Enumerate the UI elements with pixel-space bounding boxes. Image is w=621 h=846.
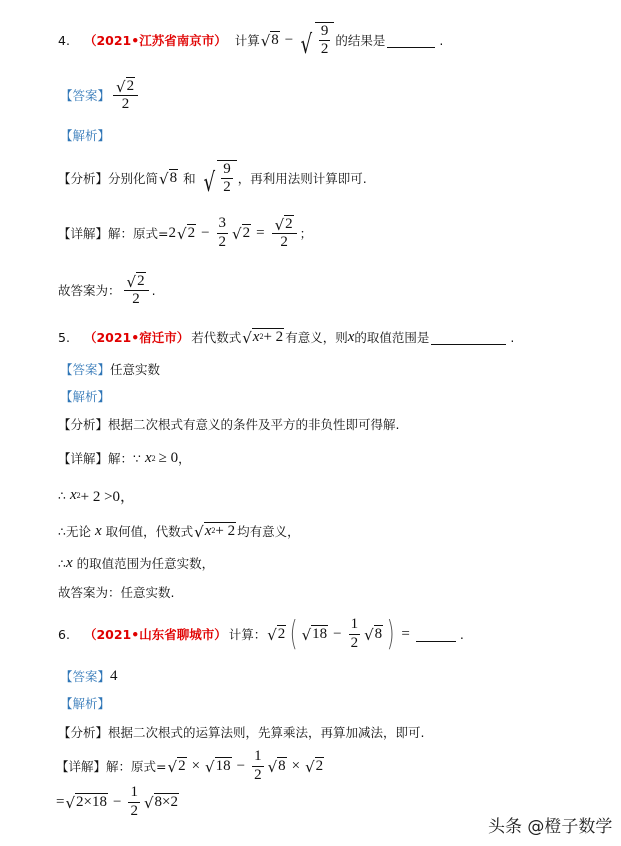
watermark: 头条 @橙子数学: [488, 817, 613, 837]
period: .: [439, 32, 444, 48]
text: 故答案为：: [58, 283, 121, 298]
answer-blank: [416, 627, 456, 642]
denominator: 2: [132, 290, 140, 307]
denominator: 2: [121, 95, 130, 112]
minus: −: [113, 793, 122, 810]
times: ×: [191, 757, 201, 774]
sqrt-expr: [194, 522, 236, 540]
fenxi-line: [58, 158, 367, 198]
left-paren: (: [289, 614, 298, 654]
period: .: [151, 282, 156, 298]
detail-line: [56, 746, 325, 786]
radicand: √ 2: [277, 626, 286, 643]
text: ，: [178, 451, 191, 466]
variable: x: [65, 554, 73, 571]
radicand: √ 2: [137, 273, 145, 290]
analysis-tag: 【解析】: [60, 696, 111, 711]
answer-blank: [431, 330, 506, 345]
variable: x: [144, 449, 152, 466]
radicand: √ 2: [178, 758, 186, 775]
radicand: √ 8: [278, 758, 286, 775]
denominator: 2: [320, 41, 329, 57]
question-source: （2021•山东省聊城市）: [83, 627, 227, 642]
question-source: （2021•江苏省南京市）: [83, 33, 227, 48]
text: 根据二次根式有意义的条件及平方的非负性即可得解.: [108, 417, 400, 432]
radicand: √ 2: [126, 78, 135, 95]
text: 分别化简: [108, 171, 159, 186]
times: ×: [291, 757, 301, 774]
text: 的取值范围为任意实数，: [76, 556, 215, 571]
fenxi-tag: 【分析】: [58, 417, 109, 432]
text: 取何值，代数式: [105, 524, 194, 539]
question-text: 计算：: [228, 627, 267, 642]
question-text: 有意义，则: [285, 330, 348, 345]
sqrt-expr: [159, 169, 178, 187]
right-paren: ): [386, 614, 395, 654]
analysis-tag: 【解析】: [60, 128, 111, 143]
therefore: ∴: [58, 487, 66, 503]
question-source: （2021•宿迁市）: [83, 330, 190, 345]
radicand: √ 8: [271, 32, 279, 49]
radicand: √ 18: [215, 758, 231, 775]
exponent: 2: [211, 526, 216, 536]
fraction: [217, 215, 229, 251]
text: 故答案为：任意实数.: [58, 585, 175, 600]
text: 解：∵: [108, 451, 141, 466]
sqrt-expr: [261, 31, 280, 49]
radicand: √ 2×18: [76, 794, 107, 811]
text: 和: [183, 171, 196, 186]
numerator: √ 9: [319, 23, 331, 41]
text: ，再利用法则计算即可.: [237, 171, 367, 186]
detail-line: [58, 438, 191, 478]
radicand: √ 2: [315, 758, 324, 775]
fenxi-tag: 【分析】: [58, 725, 109, 740]
radicand: √ 2: [242, 225, 251, 242]
final-answer-line: [58, 270, 156, 310]
equals: =: [56, 793, 65, 810]
sqrt-frac: [298, 22, 334, 59]
detail-tag: 【详解】: [58, 226, 109, 241]
exponent: 2: [259, 332, 264, 342]
therefore: ∴: [58, 555, 66, 571]
answer-tag: 【答案】: [60, 362, 111, 377]
radicand: √ 2: [187, 225, 196, 242]
variable: x: [94, 522, 102, 539]
denominator: 2: [350, 634, 359, 651]
variable: x: [347, 328, 355, 345]
variable: √ x: [204, 523, 212, 540]
fraction: [272, 215, 297, 251]
question-6: [58, 614, 464, 654]
fraction: [349, 616, 361, 652]
exponent: 2: [151, 453, 156, 463]
denominator: 2: [280, 233, 288, 250]
minus: −: [333, 625, 342, 642]
step-line: [56, 782, 180, 822]
question-number: 5.: [58, 329, 70, 345]
fraction: [124, 272, 149, 308]
question-number: 6.: [58, 626, 70, 642]
term: + 2: [215, 523, 236, 540]
equals: =: [401, 625, 410, 642]
question-text: 的结果是: [335, 33, 386, 48]
period: .: [459, 626, 464, 642]
numerator: √ 9: [221, 161, 233, 179]
text: 根据二次根式的运算法则，先算乘法，再算加减法，即可.: [108, 725, 425, 740]
sqrt-frac: [201, 160, 237, 197]
numerator: 1: [252, 748, 264, 766]
answer-line: [60, 75, 141, 115]
variable: √ x: [252, 329, 260, 346]
detail-tag: 【详解】: [56, 759, 107, 774]
final-answer-line: [58, 572, 174, 612]
text: 解：原式=: [108, 226, 169, 241]
answer-text: 4: [110, 667, 118, 684]
inequality: + 2 >0，: [80, 488, 136, 505]
minus: −: [201, 224, 210, 241]
term: + 2: [263, 329, 284, 346]
fraction: [252, 748, 264, 784]
radicand: √ 2: [285, 216, 293, 233]
radicand: √ 18: [312, 626, 328, 643]
fraction: [128, 784, 140, 820]
text: 均有意义，: [237, 524, 300, 539]
radicand: √ 8: [374, 626, 383, 643]
variable: x: [69, 486, 77, 503]
sqrt-expr: [242, 328, 284, 346]
denominator: 2: [218, 233, 227, 250]
numerator: 1: [349, 616, 361, 634]
inequality: ≥ 0: [158, 449, 179, 466]
analysis-heading: [60, 115, 110, 155]
denominator: 2: [223, 179, 231, 195]
numerator: 1: [128, 784, 140, 802]
denominator: 2: [130, 802, 138, 819]
question-text: 的取值范围是: [354, 330, 430, 345]
question-number: 4.: [58, 32, 70, 48]
detail-line: [58, 213, 312, 253]
question-text: 若代数式: [191, 330, 242, 345]
question-4: [58, 20, 443, 60]
period: .: [510, 329, 515, 345]
numerator: 3: [217, 215, 229, 233]
equals: =: [256, 224, 265, 241]
radicand: √ 8: [169, 170, 178, 187]
fraction: [113, 77, 138, 113]
step-line: [58, 475, 135, 515]
answer-text: 任意实数: [110, 362, 161, 377]
answer-tag: 【答案】: [60, 88, 111, 103]
exponent: 2: [76, 490, 81, 500]
analysis-tag: 【解析】: [60, 389, 111, 404]
question-text: 计算: [234, 33, 260, 48]
minus: −: [284, 31, 294, 48]
minus: −: [236, 757, 246, 774]
coefficient: 2: [168, 224, 176, 241]
answer-tag: 【答案】: [60, 669, 111, 684]
text: 解：原式=: [106, 759, 167, 774]
detail-tag: 【详解】: [58, 451, 109, 466]
text: ∴无论: [58, 524, 91, 539]
text: ；: [299, 226, 313, 241]
radicand: √ 8×2: [154, 794, 178, 811]
answer-blank: [387, 33, 435, 48]
denominator: 2: [254, 766, 262, 783]
fenxi-tag: 【分析】: [58, 171, 109, 186]
